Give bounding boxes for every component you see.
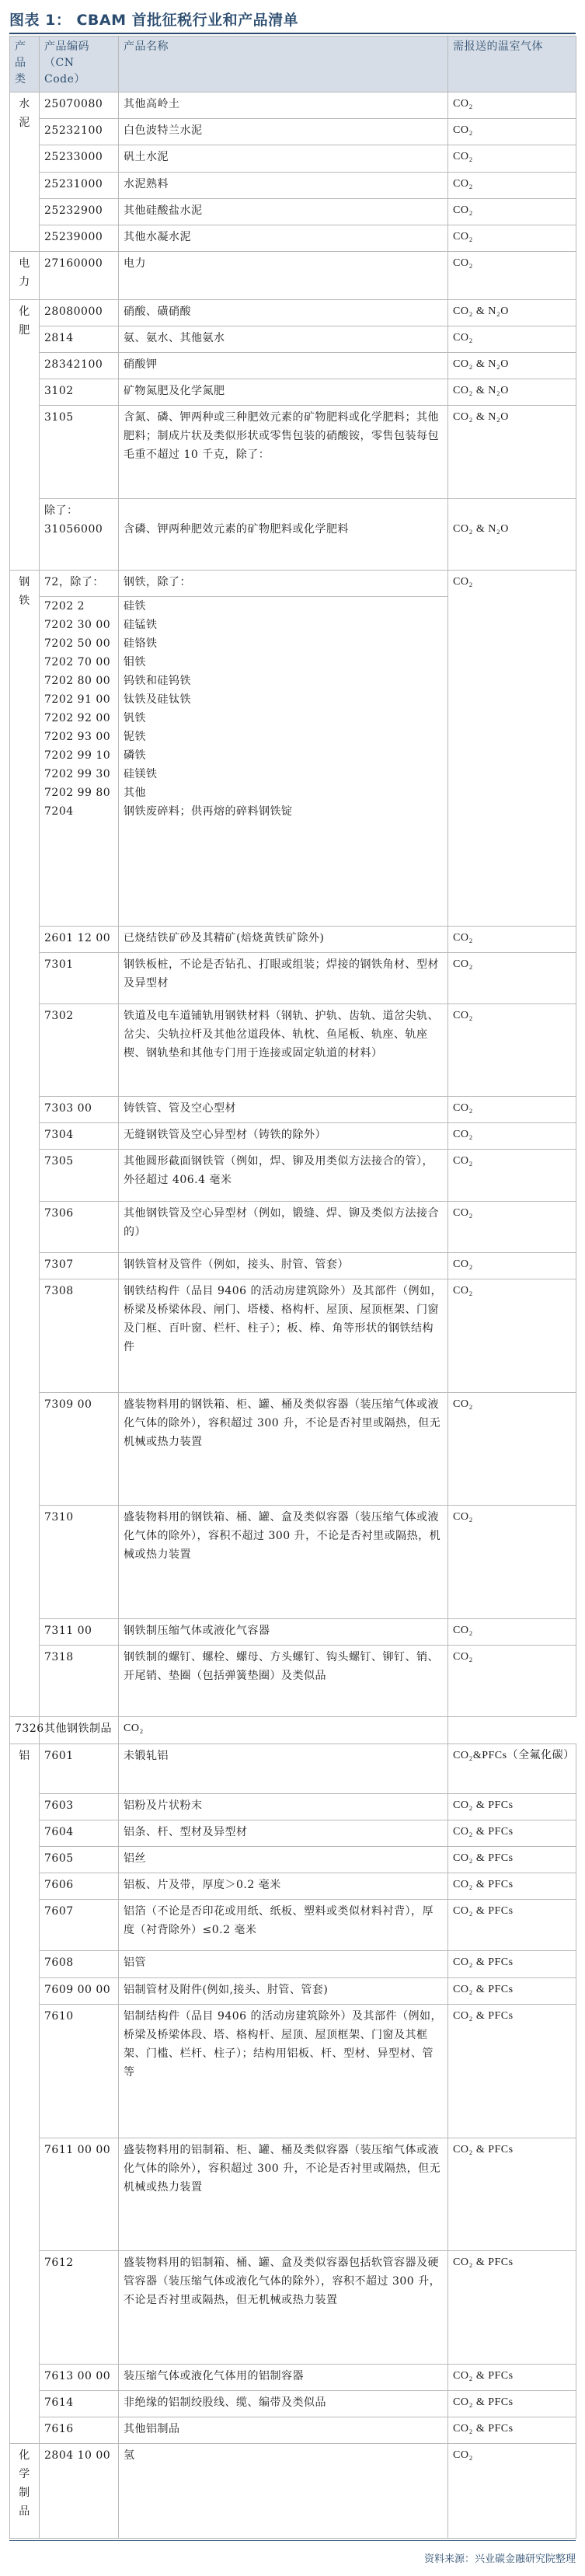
table-header-row	[10, 37, 576, 92]
cn-code: 7616	[40, 2417, 119, 2444]
cn-code: 7318	[40, 1645, 119, 1717]
product-name-sub: 硅铁	[124, 600, 146, 613]
gas: CO₂ & PFCs	[448, 1873, 576, 1900]
cn-code-sub: 7202 99 30	[44, 768, 111, 781]
product-name: 钢铁结构件（品目 9406 的活动房建筑除外）及其部件（例如，桥梁及桥梁体段、闸门、塔楼、格构杆、屋顶、屋顶框架、门窗及门框、百叶窗、栏杆、柱子）；板、棒、角等形状的钢铁结构件	[119, 1279, 448, 1392]
cn-code: 7303 00	[40, 1097, 119, 1123]
table-row	[10, 1392, 576, 1506]
table-row	[10, 1004, 576, 1097]
gas: CO₂	[448, 92, 576, 119]
product-name-sub: 磷铁	[124, 749, 146, 763]
cn-code: 7611 00 00	[40, 2138, 119, 2251]
steel-exception-names	[119, 597, 448, 926]
gas: CO₂ & PFCs	[448, 1846, 576, 1873]
table-row	[10, 225, 576, 251]
product-name: 其他钢铁管及空心异型材（例如，锻缝、焊、铆及类似方法接合的）	[119, 1201, 448, 1252]
cn-code: 7307	[40, 1252, 119, 1279]
cn-code: 7308	[40, 1279, 119, 1392]
product-name: 铁道及电车道铺轨用钢铁材料（钢轨、护轨、齿轨、道岔尖轨、岔尖、尖轨拉杆及其他岔道段体、轨枕、鱼尾板、轨座、轨座楔、钢轨垫和其他专门用于连接或固定轨道的材料）	[119, 1004, 448, 1097]
product-name: 非绝缘的铝制绞股线、缆、编带及类似品	[119, 2390, 448, 2417]
gas: CO₂	[448, 198, 576, 225]
table-row	[10, 1123, 576, 1150]
cbam-product-table	[9, 36, 576, 2539]
table-row	[10, 119, 576, 145]
product-name: 其他水凝水泥	[119, 225, 448, 251]
cn-code: 7606	[40, 1873, 119, 1900]
cn-code-sub: 7202 99 10	[44, 749, 111, 763]
gas: CO₂	[448, 1150, 576, 1201]
cn-code: 25232100	[40, 119, 119, 145]
product-name: 钢铁制的螺钉、螺栓、螺母、方头螺钉、钩头螺钉、铆钉、销、开尾销、垫圈（包括弹簧垫圈）及类似品	[119, 1645, 448, 1717]
sector-chemical: 化学制品	[10, 2444, 40, 2539]
gas: CO₂ & PFCs	[448, 1977, 576, 2004]
table-row	[10, 299, 576, 326]
cn-code-sub: 7204	[44, 805, 74, 819]
product-name: 盛装物料用的铝制箱、桶、罐、盒及类似容器包括软管容器及硬管容器（装压缩气体或液化气体的除外），容积不超过 300 升，不论是否衬里或隔热，但无机械或热力装置	[119, 2251, 448, 2365]
product-name-sub: 钒铁	[124, 712, 146, 725]
sector-aluminium: 铝	[10, 1744, 40, 2444]
product-name: 铝制结构件（品目 9406 的活动房建筑除外）及其部件（例如，桥梁及桥梁体段、塔、格构杆、屋顶、屋顶框架、门窗及其框架、门槛、栏杆、柱子）；结构用铝板、杆、型材、异型材、管等	[119, 2004, 448, 2138]
product-name: 其他高岭土	[119, 92, 448, 119]
table-row	[10, 1793, 576, 1820]
product-name-sub: 铌铁	[124, 731, 146, 744]
gas: CO₂ & N₂O	[448, 406, 576, 498]
table-row	[10, 145, 576, 172]
cn-code: 25239000	[40, 225, 119, 251]
steel-exception-codes	[40, 597, 119, 926]
table-row	[10, 1252, 576, 1279]
gas: CO₂	[448, 1392, 576, 1506]
cn-code: 7607	[40, 1900, 119, 1951]
product-name-sub: 钢铁废碎料；供再熔的碎料钢铁锭	[124, 805, 293, 819]
gas: CO₂ & PFCs	[448, 2138, 576, 2251]
gas: CO₂	[448, 2444, 576, 2539]
table-row	[10, 952, 576, 1004]
sector-steel: 钢铁	[10, 571, 40, 1717]
table-row	[10, 1846, 576, 1873]
gas: CO₂	[448, 1618, 576, 1645]
product-name: 装压缩气体或液化气体用的铝制容器	[119, 2364, 448, 2390]
product-name: 铝管	[119, 1951, 448, 1977]
cn-code: 7310	[40, 1506, 119, 1619]
gas: CO₂	[448, 926, 576, 952]
cn-code-sub: 7202 92 00	[44, 712, 111, 725]
gas: CO₂	[448, 1252, 576, 1279]
product-name: 钢铁制压缩气体或液化气容器	[119, 1618, 448, 1645]
header-sector: 产品类	[10, 37, 40, 92]
table-row	[10, 1645, 576, 1717]
cn-code: 7612	[40, 2251, 119, 2365]
cn-code-sub: 7202 93 00	[44, 731, 111, 744]
title-divider	[9, 33, 576, 34]
gas: CO₂ & PFCs	[448, 2390, 576, 2417]
table-row	[10, 1977, 576, 2004]
gas: CO₂	[448, 1123, 576, 1150]
gas: CO₂	[448, 172, 576, 198]
product-name-sub: 硅锰铁	[124, 619, 158, 632]
table-row	[10, 1717, 576, 1744]
table-row	[10, 2004, 576, 2138]
gas: CO₂&PFCs（全氟化碳）	[448, 1744, 576, 1793]
cn-code: 7614	[40, 2390, 119, 2417]
cn-code: 7604	[40, 1820, 119, 1846]
cn-code-sub: 7202 50 00	[44, 637, 111, 651]
table-row	[10, 926, 576, 952]
table-row	[10, 1873, 576, 1900]
table-row	[10, 406, 576, 498]
product-name: 其他圆形截面钢铁管（例如，焊、铆及用类似方法接合的管），外径超过 406.4 毫米	[119, 1150, 448, 1201]
gas: CO₂ & PFCs	[448, 1900, 576, 1951]
gas: CO₂ & PFCs	[448, 2417, 576, 2444]
table-row	[10, 1150, 576, 1201]
cn-code: 7301	[40, 952, 119, 1004]
gas: CO₂ & N₂O	[448, 299, 576, 326]
product-name: 氨、氨水、其他氨水	[119, 326, 448, 352]
table-row	[10, 353, 576, 379]
table-row	[10, 252, 576, 300]
product-name: 铝箔（不论是否印花或用纸、纸板、塑料或类似材料衬背），厚度（衬背除外）≤0.2 毫米	[119, 1900, 448, 1951]
cn-code: 7608	[40, 1951, 119, 1977]
product-name: 含磷、钾两种肥效元素的矿物肥料或化学肥料	[119, 498, 448, 571]
cn-code: 7326	[10, 1717, 40, 1744]
cn-code: 7306	[40, 1201, 119, 1252]
cn-code: 7311 00	[40, 1618, 119, 1645]
product-name: 钢铁，除了：	[119, 571, 448, 597]
table-row	[10, 1951, 576, 1977]
gas: CO₂	[448, 1279, 576, 1392]
header-name: 产品名称	[119, 37, 448, 92]
gas: CO₂ & N₂O	[448, 379, 576, 406]
cn-code-sub: 7202 99 80	[44, 787, 111, 800]
cn-code: 7601	[40, 1744, 119, 1793]
product-name: 其他铝制品	[119, 2417, 448, 2444]
cn-code: 25232900	[40, 198, 119, 225]
gas: CO₂ & N₂O	[448, 353, 576, 379]
table-row	[10, 92, 576, 119]
product-name-sub: 其他	[124, 787, 146, 800]
product-name: 已烧结铁矿砂及其精矿(焙烧黄铁矿除外)	[119, 926, 448, 952]
table-row	[10, 1097, 576, 1123]
table-row	[10, 2390, 576, 2417]
gas: CO₂ & PFCs	[448, 2364, 576, 2390]
table-row	[10, 2364, 576, 2390]
cn-code: 28080000	[40, 299, 119, 326]
footer-divider	[9, 2540, 576, 2541]
product-name: 矿物氮肥及化学氮肥	[119, 379, 448, 406]
cn-code: 7309 00	[40, 1392, 119, 1506]
figure-title: 图表 1： CBAM 首批征税行业和产品清单	[9, 11, 299, 29]
gas: CO₂	[448, 1097, 576, 1123]
product-name: 铸铁管、管及空心型材	[119, 1097, 448, 1123]
cn-code-exception	[40, 498, 119, 571]
cn-code: 25070080	[40, 92, 119, 119]
cn-code: 7610	[40, 2004, 119, 2138]
table-row	[10, 2138, 576, 2251]
product-name: 铝板、片及带，厚度＞0.2 毫米	[119, 1873, 448, 1900]
gas: CO₂	[448, 952, 576, 1004]
gas: CO₂ & PFCs	[448, 1951, 576, 1977]
source-note: 资料来源：兴业碳金融研究院整理	[423, 2553, 576, 2565]
table-row	[10, 2417, 576, 2444]
cn-code: 27160000	[40, 252, 119, 300]
gas: CO₂	[448, 1004, 576, 1097]
table-row	[10, 1201, 576, 1252]
table-row	[10, 1506, 576, 1619]
table-row	[10, 379, 576, 406]
cn-code: 7304	[40, 1123, 119, 1150]
cn-code: 3105	[40, 406, 119, 498]
gas: CO₂	[448, 571, 576, 927]
cn-code: 7302	[40, 1004, 119, 1097]
product-name: 硝酸、磺硝酸	[119, 299, 448, 326]
cn-code: 7603	[40, 1793, 119, 1820]
cn-code-sub: 7202 2	[44, 600, 85, 613]
gas: CO₂	[448, 1645, 576, 1717]
product-name-sub: 钨铁和硅钨铁	[124, 675, 191, 688]
product-name-sub: 硅铬铁	[124, 637, 158, 651]
product-name: 盛装物料用的钢铁箱、桶、罐、盒及类似容器（装压缩气体或液化气体的除外），容积不超过 300 升，不论是否衬里或隔热，机械或热力装置	[119, 1506, 448, 1619]
product-name: 铝条、杆、型材及异型材	[119, 1820, 448, 1846]
product-name: 其他钢铁制品	[40, 1717, 119, 1744]
gas: CO₂	[448, 326, 576, 352]
cn-code: 2601 12 00	[40, 926, 119, 952]
gas: CO₂	[448, 1201, 576, 1252]
table-row	[10, 172, 576, 198]
cn-code-sub: 7202 91 00	[44, 693, 111, 707]
product-name: 无缝钢铁管及空心异型材（铸铁的除外）	[119, 1123, 448, 1150]
cn-code: 7613 00 00	[40, 2364, 119, 2390]
cn-code-sub: 7202 70 00	[44, 656, 111, 669]
product-name: 硝酸钾	[119, 353, 448, 379]
gas: CO₂	[448, 1506, 576, 1619]
product-name-sub: 钛铁及硅钛铁	[124, 693, 191, 707]
product-name: 水泥熟料	[119, 172, 448, 198]
product-name: 铝丝	[119, 1846, 448, 1873]
cn-code: 28342100	[40, 353, 119, 379]
table-row	[10, 498, 576, 571]
gas: CO₂ & N₂O	[448, 498, 576, 571]
table-row	[10, 1820, 576, 1846]
product-name-sub: 硅镁铁	[124, 768, 158, 781]
table-row	[10, 1618, 576, 1645]
cn-code: 25231000	[40, 172, 119, 198]
cn-code-sub: 31056000	[44, 522, 103, 536]
product-name: 其他硅酸盐水泥	[119, 198, 448, 225]
cn-code: 除了：	[44, 504, 78, 517]
cn-code-sub: 7202 30 00	[44, 619, 111, 632]
table-row	[10, 1744, 576, 1793]
product-name: 含氮、磷、钾两种或三种肥效元素的矿物肥料或化学肥料；其他肥料；制成片状及类似形状或零售包装的硝酸铵，零售包装每包毛重不超过 10 千克，除了：	[119, 406, 448, 498]
header-gas: 需报送的温室气体	[448, 37, 576, 92]
cn-code: 72，除了：	[40, 571, 119, 597]
gas: CO₂ & PFCs	[448, 2004, 576, 2138]
cn-code: 7305	[40, 1150, 119, 1201]
product-name: 矾土水泥	[119, 145, 448, 172]
gas: CO₂ & PFCs	[448, 2251, 576, 2365]
cn-code: 2804 10 00	[40, 2444, 119, 2539]
product-name: 钢铁板桩，不论是否钻孔、打眼或组装；焊接的钢铁角材、型材及异型材	[119, 952, 448, 1004]
table-row	[10, 1900, 576, 1951]
cn-code: 2814	[40, 326, 119, 352]
product-name: 钢铁管材及管件（例如，接头、肘管、管套）	[119, 1252, 448, 1279]
product-name: 盛装物料用的铝制箱、柜、罐、桶及类似容器（装压缩气体或液化气体的除外），容积超过 300 升，不论是否衬里或隔热，但无机械或热力装置	[119, 2138, 448, 2251]
cn-code: 7609 00 00	[40, 1977, 119, 2004]
product-name-sub: 钼铁	[124, 656, 146, 669]
cn-code: 25233000	[40, 145, 119, 172]
sector-power: 电力	[10, 252, 40, 300]
table-row	[10, 326, 576, 352]
product-name: 未锻轧铝	[119, 1744, 448, 1793]
gas: CO₂	[448, 252, 576, 300]
gas: CO₂	[448, 145, 576, 172]
sector-fertilizer: 化肥	[10, 299, 40, 570]
table-row	[10, 1279, 576, 1392]
header-code: 产品编码（CN Code）	[40, 37, 119, 92]
product-name: 铝制管材及附件(例如,接头、肘管、管套)	[119, 1977, 448, 2004]
gas: CO₂ & PFCs	[448, 1820, 576, 1846]
sector-cement: 水泥	[10, 92, 40, 252]
gas: CO₂	[448, 119, 576, 145]
table-row	[10, 571, 576, 597]
gas: CO₂	[119, 1717, 448, 1744]
product-name: 电力	[119, 252, 448, 300]
gas: CO₂	[448, 225, 576, 251]
product-name: 铝粉及片状粉末	[119, 1793, 448, 1820]
table-row	[10, 198, 576, 225]
product-name: 白色波特兰水泥	[119, 119, 448, 145]
table-row	[10, 2251, 576, 2365]
cn-code: 3102	[40, 379, 119, 406]
table-row	[10, 2444, 576, 2539]
product-name: 氢	[119, 2444, 448, 2539]
gas: CO₂ & PFCs	[448, 1793, 576, 1820]
product-name: 盛装物料用的钢铁箱、柜、罐、桶及类似容器（装压缩气体或液化气体的除外），容积超过 300 升，不论是否衬里或隔热，但无机械或热力装置	[119, 1392, 448, 1506]
cn-code: 7605	[40, 1846, 119, 1873]
cn-code-sub: 7202 80 00	[44, 675, 111, 688]
